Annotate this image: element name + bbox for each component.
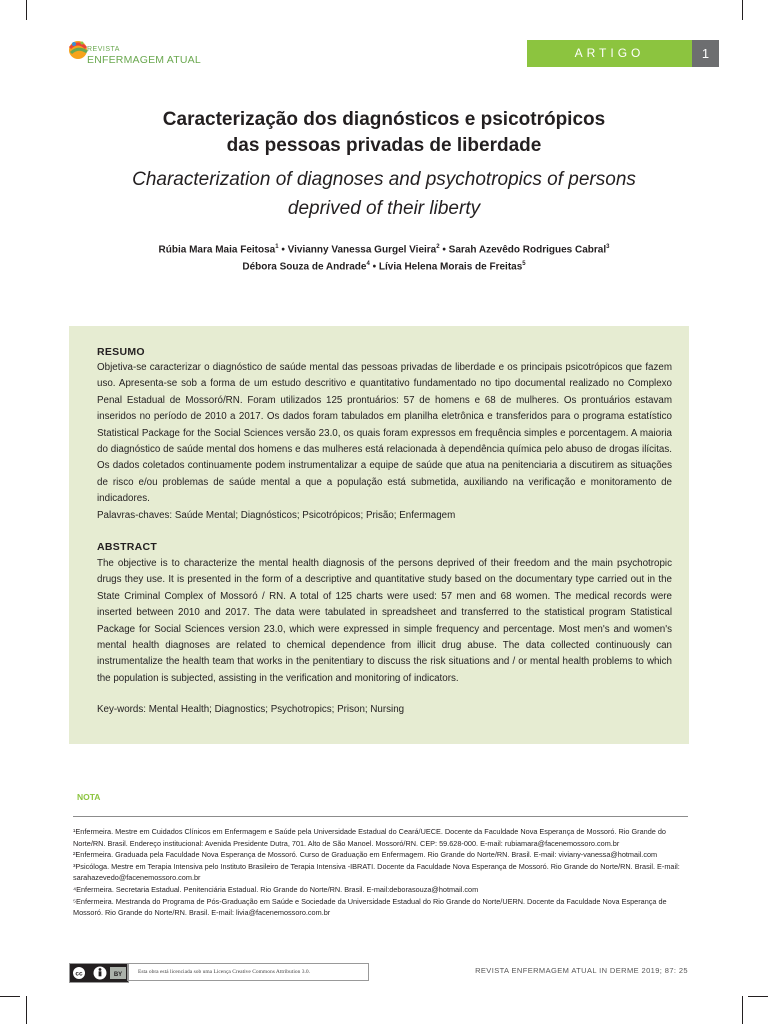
author-ref: 4: [366, 261, 370, 267]
author-note: ⁴Enfermeira. Secretaria Estadual. Penitenciária Estadual. Rio Grande do Norte/RN. Brasil. E-mail:deborasouza@hotmail.com: [73, 884, 479, 894]
crop-mark-side-left: [0, 996, 20, 997]
title-portuguese-line-1: Caracterização dos diagnósticos e psicotrópicos: [162, 109, 606, 130]
author-name: Débora Souza de Andrade: [242, 261, 367, 273]
author-note: ³Psicóloga. Mestre em Terapia Intensiva pelo Instituto Brasileiro de Terapia Intensiva -IBRATI. Docente da Faculdade Nova Esperança de Mossoró. Rio Grande do Norte/RN. Brasil. E-mail: sarahazevedo@facenemossoro.com.br: [73, 861, 680, 883]
author-ref: 3: [606, 244, 610, 250]
page-number: 1: [692, 40, 719, 67]
author-ref: 1: [275, 244, 279, 250]
crop-mark-top-left: [26, 0, 27, 20]
article-type-tag: ARTIGO ORIGINAL: [527, 40, 692, 67]
resumo-keywords: Palavras-chaves: Saúde Mental; Diagnósticos; Psicotrópicos; Prisão; Enfermagem: [97, 510, 456, 521]
by-label: BY: [113, 972, 123, 978]
attribution-icon: [99, 968, 102, 971]
creative-commons-icon: cc: [75, 970, 83, 978]
abstract-text: The objective is to characterize the mental health diagnosis of the persons deprived of their freedom and the main psychotropic drugs they use. It is presented in the form of a descriptive and quantitative study based on the documentary type carried out in the State Criminal Complex of Mossoró / RN. A total of 125 charts were used: 57 men and 68 women. The medical records were inserted between 2010 and 2017. The data were tabulated in spreadsheet and transferred to the statistical program Statistical Package for Social Sciences version 23.0, which were expressed in simple frequency and percentage. Most men's and women's mental health diagnoses are related to chemical dependence from illicit drug abuse. The data collected continuously can instrumentalize the health team that works in the penitentiary to discuss the risk situations and / or mental health problems to which the population is subjected, assisting in the verification and monitoring of indicators.: [97, 558, 672, 684]
logo-title-text: ENFERMAGEM ATUAL: [87, 54, 201, 66]
author-note: ⁵Enfermeira. Mestranda do Programa de Pós-Graduação em Saúde e Sociedade da Universidade Estadual do Rio Grande do Norte/UERN. Docente da Faculdade Nova Esperança de Mossoró. Rio Grande do Norte/RN. Brasil. E-mail: livia@facenemossoro.com.br: [73, 896, 667, 918]
title-english-line-1: Characterization of diagnoses and psychotropics of persons: [132, 169, 636, 190]
nota-divider: [73, 816, 688, 817]
author-note: ¹Enfermeira. Mestre em Cuidados Clínicos em Enfermagem e Saúde pela Universidade Estadual do Ceará/UECE. Docente da Faculdade Nova Esperança de Mossoró. Rio Grande do Norte/RN. Brasil. Endereço institucional: Avenida Presidente Dutra, 701. Alto de São Manoel. Mossoró/RN. CEP: 59.628-000. E-mail: rubiamara@facenemossoro.com.br: [73, 827, 666, 848]
abstract-keywords: Key-words: Mental Health; Diagnostics; Psychotropics; Prison; Nursing: [97, 704, 405, 715]
author-ref: 2: [436, 244, 440, 250]
author-name: Lívia Helena Morais de Freitas: [378, 261, 523, 273]
title-english-line-2: deprived of their liberty: [287, 198, 481, 219]
authors-line-1: Rúbia Mara Maia Feitosa$^1$ • Vivianny Vanessa Gurgel Vieira$^2$ • Sarah Azevêdo Rodrigues Cabral$^3$: [158, 244, 610, 256]
abstract-heading: ABSTRACT: [97, 541, 158, 553]
author-note: ²Enfermeira. Graduada pela Faculdade Nova Esperança de Mossoró. Curso de Graduação em Enfermagem. Rio Grande do Norte/RN. Brasil. E-mail: viviany-vanessa@hotmail.com: [73, 850, 658, 860]
crop-mark-top-right: [742, 0, 743, 20]
nota-heading: NOTA: [77, 792, 101, 802]
author-name: Sarah Azevêdo Rodrigues Cabral: [448, 244, 607, 256]
title-portuguese-line-2: das pessoas privadas de liberdade: [226, 135, 542, 156]
crop-mark-side-right: [748, 996, 768, 997]
authors-line-2: Débora Souza de Andrade$^4$ • Lívia Helena Morais de Freitas$^5$: [242, 261, 526, 273]
resumo-text: Objetiva-se caracterizar o diagnóstico de saúde mental das pessoas privadas de liberdade e os principais psicotrópicos que fazem uso. Apresenta-se sob a forma de um estudo descritivo e quantitativo fundamentado no tipo documental realizado no Complexo Penal Estadual de Mossoró/RN. Foram utilizados 125 prontuários: 57 de homens e 68 de mulheres. Os prontuários estavam inseridos no período de 2010 a 2017. Os dados foram tabulados em planilha eletrônica e transferidos para o programa estatístico Statistical Package for the Social Sciences versão 23.0, os quais foram expressos em frequência simples e porcentagem. A maioria do diagnóstico de saúde mental dos homens e das mulheres está relacionada à dependência química pelo abuso de drogas ilícitas. Os dados coletados continuamente podem instrumentalizar a equipe de saúde que atua na penitenciaria a discutirem as situações de risco e/ou problemas de saúde mental a que a população está submetida, auxiliando na verificação e monitoramento de indicadores.: [97, 362, 672, 505]
journal-logo: [68, 36, 208, 70]
resumo-heading: RESUMO: [97, 346, 145, 358]
author-name: Vivianny Vanessa Gurgel Vieira: [287, 244, 437, 256]
journal-citation: REVISTA ENFERMAGEM ATUAL IN DERME 2019; 87: 25: [475, 966, 688, 975]
crop-mark-bottom-left: [26, 996, 27, 1024]
author-notes: [73, 826, 690, 919]
author-ref: 5: [522, 261, 526, 267]
license-text: Esta obra está licenciada sob uma Licença Creative Commons Attribution 3.0.: [127, 963, 369, 981]
creative-commons-badge: [69, 963, 129, 983]
crop-mark-bottom-right: [742, 996, 743, 1024]
logo-small-text: REVISTA: [87, 46, 120, 53]
author-name: Rúbia Mara Maia Feitosa: [158, 244, 276, 256]
